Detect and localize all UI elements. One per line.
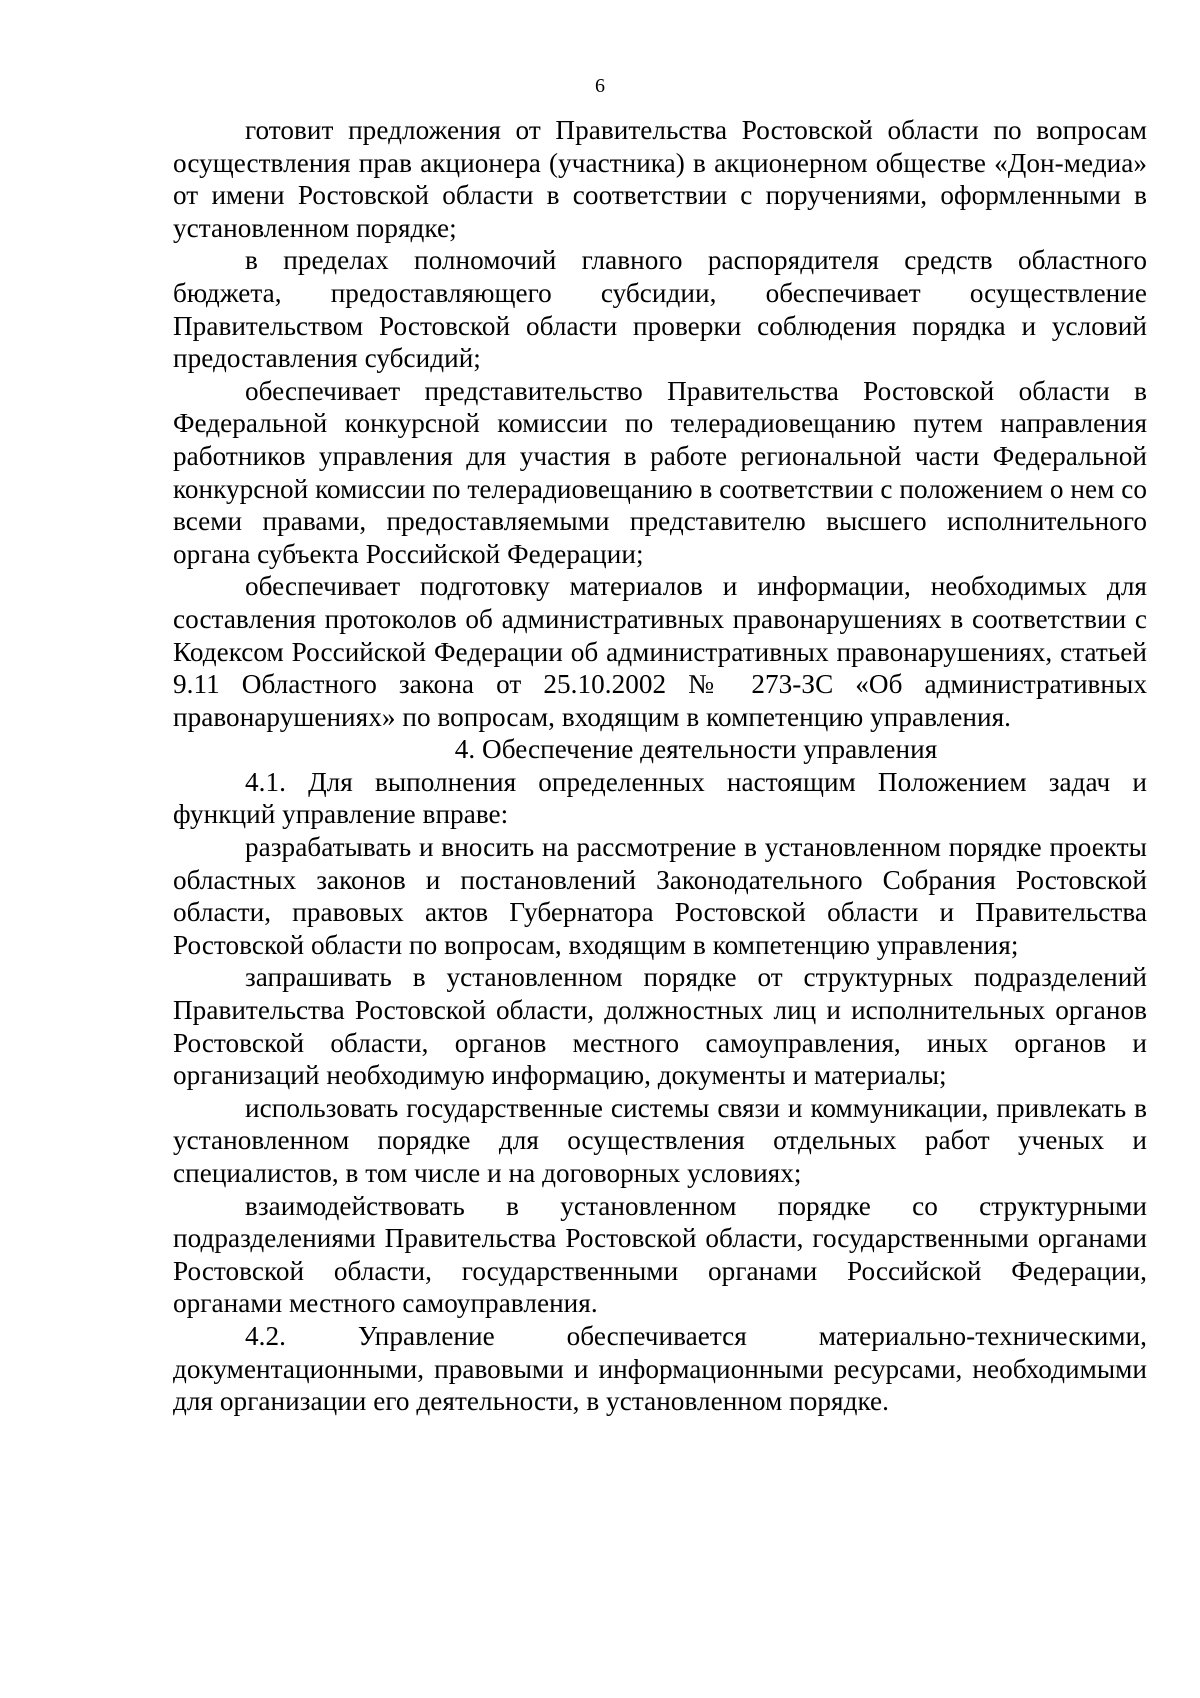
document-body: [173, 114, 1147, 1418]
paragraph-federal-commission: обеспечивает представительство Правительства Ростовской области в Федеральной конкурсной комиссии по телерадиовещанию путем направления работников управления для участия в работе региональной части Федеральной конкурсной комиссии по телерадиовещанию в соответствии с положением о нем со всеми правами, предоставляемыми представителю высшего исполнительного органа субъекта Российской Федерации;: [173, 375, 1147, 569]
paragraph-4-2-resources: 4.2. Управление обеспечивается материально-техническими, документационными, правовыми и информационными ресурсами, необходимыми для организации его деятельности, в установленном порядке.: [173, 1320, 1147, 1417]
page-number: 6: [595, 75, 605, 97]
paragraph-administrative-offenses: обеспечивает подготовку материалов и информации, необходимых для составления протоколов об административных правонарушениях в соответствии с Кодексом Российской Федерации об административных правонарушениях, статьей 9.11 Областного закона от 25.10.2002 № 273-ЗС «Об административных правонарушениях» по вопросам, входящим в компетенцию управления.: [173, 571, 1147, 732]
paragraph-4-1-intro: 4.1. Для выполнения определенных настоящим Положением задач и функций управление вправе:: [173, 766, 1147, 830]
paragraph-subsidy-control: в пределах полномочий главного распорядителя средств областного бюджета, предоставляющего субсидии, обеспечивает осуществление Правительством Ростовской области проверки соблюдения порядка и условий предоставления субсидий;: [173, 245, 1147, 374]
paragraph-interaction: взаимодействовать в установленном порядке со структурными подразделениями Правительства Ростовской области, государственными органами Ростовской области, государственными органами Российской Федерации, органами местного самоуправления.: [173, 1190, 1147, 1319]
paragraph-draft-laws: разрабатывать и вносить на рассмотрение в установленном порядке проекты областных законов и постановлений Законодательного Собрания Ростовской области, правовых актов Губернатора Ростовской области и Правительства Ростовской области по вопросам, входящим в компетенцию управления;: [173, 832, 1147, 960]
paragraph-communication-systems: использовать государственные системы связи и коммуникации, привлекать в установленном порядке для осуществления отдельных работ ученых и специалистов, в том числе и на договорных условиях;: [173, 1092, 1147, 1188]
section-heading: 4. Обеспечение деятельности управления: [454, 734, 938, 765]
paragraph-prepare-proposals: готовит предложения от Правительства Ростовской области по вопросам осуществления прав акционера (участника) в акционерном обществе «Дон-медиа» от имени Ростовской области в соответствии с поручениями, оформленными в установленном порядке;: [173, 115, 1147, 243]
paragraph-request-information: запрашивать в установленном порядке от структурных подразделений Правительства Ростовской области, должностных лиц и исполнительных органов Ростовской области, органов местного самоуправления, иных органов и организаций необходимую информацию, документы и материалы;: [173, 962, 1147, 1091]
